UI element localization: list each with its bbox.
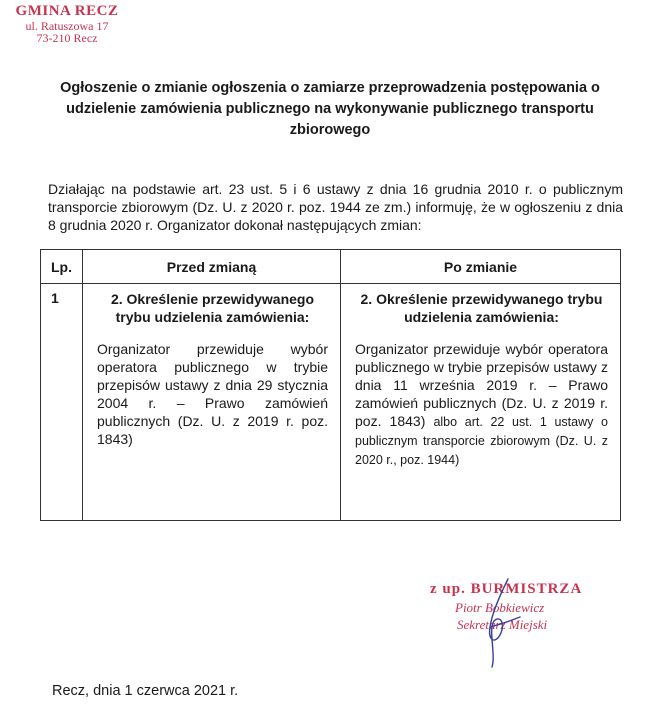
intro-paragraph: Działając na podstawie art. 23 ust. 5 i 6 ustawy z dnia 16 grudnia 2010 r. o publicznym transporcie zbiorowym (Dz. U. z 2020 r. poz. 1944 ze zm.) informuję, że w ogłoszeniu z dnia 8 grudnia 2020 r. Organizator dokonał następujących zmian:	[48, 181, 623, 233]
after-text: Organizator przewiduje wybór operatora publicznego w trybie przepisów ustawy z dnia 11 września 2019 r. – Prawo zamówień publicznych (Dz. U. z 2019 r. poz. 1843)	[355, 341, 608, 429]
header-after: Po zmianie	[341, 250, 621, 284]
signature-authority: z up. BURMISTRZA	[430, 581, 583, 597]
document-title: Ogłoszenie o zmianie ogłoszenia o zamiarze przeprowadzenia postępowania o udzielenie zamówienia publicznego na wykonywanie publicznego transportu zbiorowego	[60, 80, 600, 138]
cell-after	[341, 284, 621, 521]
signature-block	[400, 575, 620, 675]
after-text-block	[355, 340, 608, 469]
after-text-small: albo art. 22 ust. 1 ustawy o publicznym transporcie zbiorowym (Dz. U. z 2020 r., poz. 1944)	[355, 415, 609, 467]
before-text: Organizator przewiduje wybór operatora publicznego w trybie przepisów ustawy z dnia 29 stycznia 2004 r. – Prawo zamówień publicznych (Dz. U. z 2019 r. poz. 1843)	[97, 341, 328, 447]
stamp-name: GMINA RECZ	[15, 3, 119, 19]
changes-table	[40, 249, 621, 521]
stamp-postal: 73-210 Recz	[36, 31, 98, 46]
cell-before	[83, 284, 341, 521]
table-header-row	[41, 250, 621, 284]
signature-position: Sekretarz Miejski	[457, 617, 548, 632]
header-before: Przed zmianą	[83, 250, 341, 284]
before-heading: 2. Określenie przewidywanego trybu udzielenia zamówienia:	[110, 291, 315, 325]
place-date: Recz, dnia 1 czerwca 2021 r.	[52, 683, 239, 699]
office-stamp	[8, 4, 126, 45]
signature-name: Piotr Bobkiewicz	[455, 600, 545, 615]
table-row	[41, 284, 621, 521]
stamp-street: ul. Ratuszowa 17	[25, 18, 109, 33]
header-lp: Lp.	[41, 250, 83, 284]
handwritten-signature	[470, 575, 530, 670]
row-lp: 1	[41, 284, 83, 521]
after-heading: 2. Określenie przewidywanego trybu udzielenia zamówienia:	[360, 291, 603, 325]
